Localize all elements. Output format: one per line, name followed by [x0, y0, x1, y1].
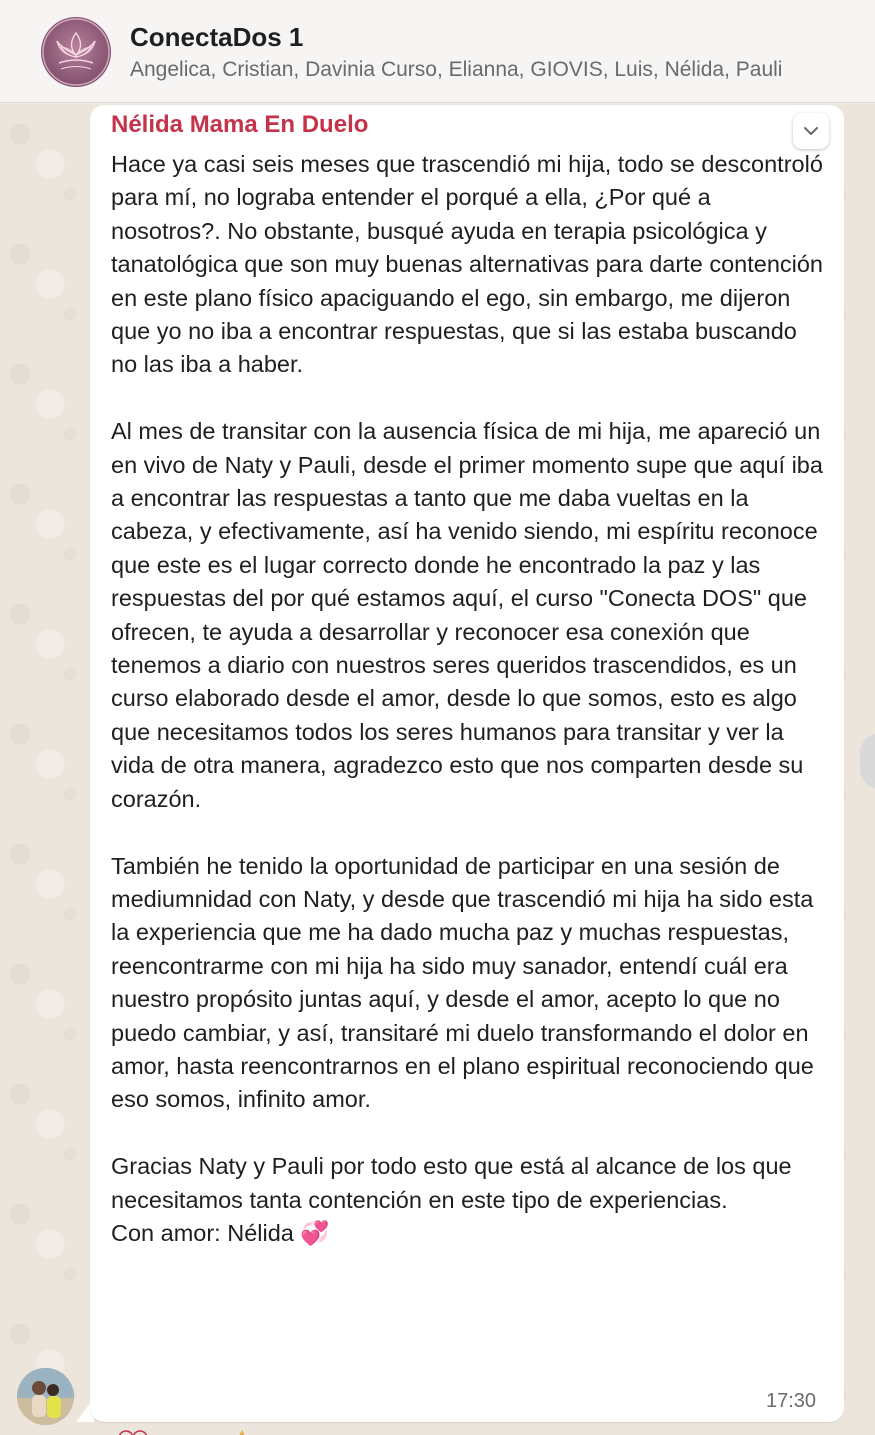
- reaction-icon: [110, 1428, 270, 1435]
- message-paragraph: Al mes de transitar con la ausencia física de mi hija, me apareció un en vivo de Naty y Pauli, desde el primer momento supe que aquí iba a encontrar las respuestas a tanto que me daba vueltas en la cabeza, y efectivamente, así ha venido siendo, mi espíritu reconoce que este es el lugar correcto donde he encontrado la paz y las respuestas del por qué estamos aquí, el curso "Conecta DOS" que ofrecen, te ayuda a desarrollar y reconocer esa conexión que tenemos a diario con nuestros seres queridos trascendidos, es un curso elaborado desde el amor, desde lo que somos, esto es algo que necesitamos todos los seres humanos para transitar y ver la vida de otra manera, agradezco esto que nos comparten desde su corazón.: [111, 418, 823, 812]
- message-text: [111, 148, 826, 1250]
- group-title[interactable]: ConectaDos 1: [130, 22, 304, 52]
- sender-avatar[interactable]: [17, 1368, 74, 1425]
- message-timestamp: 17:30: [766, 1390, 817, 1412]
- chat-header[interactable]: [0, 0, 875, 103]
- message-signature: Con amor: Nélida 💞: [111, 1219, 330, 1246]
- message-paragraph: También he tenido la oportunidad de participar en una sesión de mediumnidad con Naty, y desde que trascendió mi hija ha sido esta la experiencia que me ha dado mucha paz y muchas respuestas, reencontrarme con mi hija ha sido muy sanador, entendí cuál era nuestro propósito juntas aquí, y desde el amor, acepto lo que no puedo cambiar, y así, transitaré mi duelo transformando el dolor en amor, hasta reencontrarnos en el plano espiritual reconociendo que eso somos, infinito amor.: [111, 852, 814, 1113]
- message-bubble[interactable]: [90, 105, 844, 1422]
- message-paragraph: Gracias Naty y Pauli por todo esto que está al alcance de los que necesitamos tanta contención en este tipo de experiencias.: [111, 1153, 792, 1213]
- group-members-list[interactable]: Angelica, Cristian, Davinia Curso, Elianna, GIOVIS, Luis, Nélida, Pauli: [130, 58, 783, 81]
- message-menu-button[interactable]: [793, 113, 829, 149]
- reactions-peek: [110, 1425, 270, 1435]
- sender-name[interactable]: Nélida Mama En Duelo: [111, 111, 369, 138]
- user-avatar-photo: [17, 1368, 74, 1425]
- group-avatar[interactable]: [41, 17, 111, 87]
- chevron-down-icon: [803, 126, 819, 136]
- message-paragraph: Hace ya casi seis meses que trascendió mi hija, todo se descontroló para mí, no lograba entender el porqué a ella, ¿Por qué a nosotros?. No obstante, busqué ayuda en terapia psicológica y tanatológica que son muy buenas alternativas para darte contención en este plano físico apaciguando el ego, sin embargo, me dijeron que yo no iba a encontrar respuestas, que si las estaba buscando no las iba a haber.: [111, 151, 823, 378]
- lotus-logo-icon: [41, 17, 111, 87]
